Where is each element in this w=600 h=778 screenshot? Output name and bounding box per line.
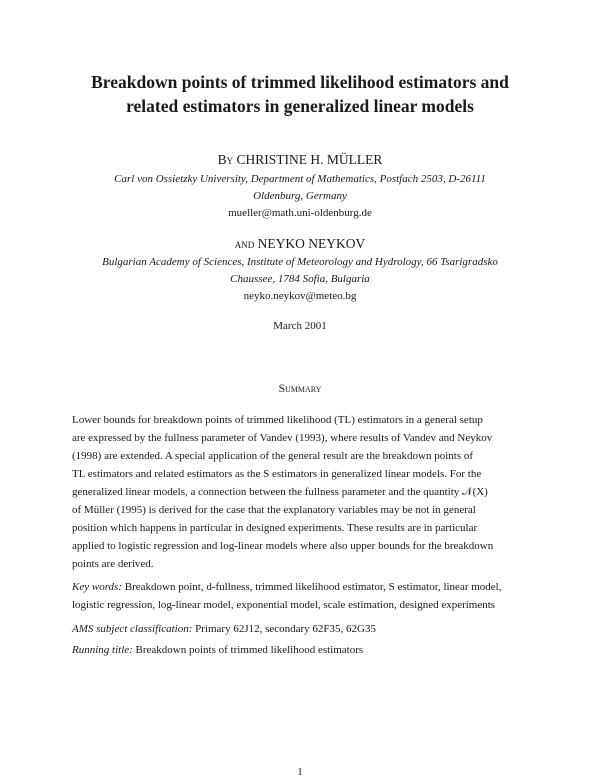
summary-abstract	[72, 411, 528, 573]
page-number: 1	[297, 766, 303, 778]
abstract-line: Lower bounds for breakdown points of trimmed likelihood (TL) estimators in a general setup	[72, 414, 483, 426]
abstract-line: TL estimators and related estimators as the S estimators in generalized linear models. For the	[72, 468, 482, 480]
abstract-line: of Müller (1995) is derived for the case that the explanatory variables may be not in general	[72, 504, 476, 516]
abstract-line: (1998) are extended. A special application of the general result are the breakdown points of	[72, 450, 474, 462]
abstract-line: generalized linear models, a connection between the fullness parameter and the quantity 𝒩(X)	[72, 486, 488, 498]
title-line-2: related estimators in generalized linear models	[126, 96, 474, 116]
author-2-email: neyko.neykov@meteo.bg	[243, 290, 357, 302]
author-1-name: CHRISTINE H. MÜLLER	[236, 152, 383, 167]
author-2-name: NEYKO NEYKOV	[257, 236, 366, 251]
ams-text: Primary 62J12, secondary 62F35, 62G35	[195, 623, 376, 635]
abstract-line: points are derived.	[72, 558, 154, 570]
date: March 2001	[273, 320, 327, 332]
running-title-label: Running title:	[72, 644, 133, 656]
keywords-line-1: Breakdown point, d-fullness, trimmed likelihood estimator, S estimator, linear model,	[124, 581, 502, 593]
author-2-affiliation-2: Chaussee, 1784 Sofia, Bulgaria	[230, 273, 370, 285]
title-line-1: Breakdown points of trimmed likelihood estimators and	[91, 72, 509, 92]
author-1-prefix: By	[217, 152, 234, 167]
keywords-label: Key words:	[72, 581, 123, 593]
abstract-line: are expressed by the fullness parameter of Vandev (1993), where results of Vandev and Neykov	[72, 432, 493, 444]
ams-classification	[72, 620, 528, 638]
author-2-byline	[0, 236, 600, 252]
paper-title	[0, 70, 600, 118]
author-2-affiliation-1: Bulgarian Academy of Sciences, Institute of Meteorology and Hydrology, 66 Tsarigradsko	[102, 256, 498, 268]
keywords-line-2: logistic regression, log-linear model, exponential model, scale estimation, designed experiments	[72, 599, 496, 611]
author-1-affiliation-2: Oldenburg, Germany	[253, 190, 347, 202]
summary-heading: Summary	[278, 383, 322, 395]
running-title-text: Breakdown points of trimmed likelihood estimators	[135, 644, 364, 656]
author-1-byline	[0, 152, 600, 168]
author-1-affiliation-1: Carl von Ossietzky University, Department of Mathematics, Postfach 2503, D-26111	[114, 173, 486, 185]
abstract-line: applied to logistic regression and log-linear models where also upper bounds for the breakdown	[72, 540, 494, 552]
author-2-prefix: and	[234, 236, 255, 251]
ams-label: AMS subject classification:	[72, 623, 193, 635]
keywords	[72, 578, 528, 614]
author-1-email: mueller@math.uni-oldenburg.de	[228, 207, 372, 219]
abstract-line: position which happens in particular in designed experiments. These results are in particular	[72, 522, 478, 534]
running-title	[72, 641, 528, 659]
